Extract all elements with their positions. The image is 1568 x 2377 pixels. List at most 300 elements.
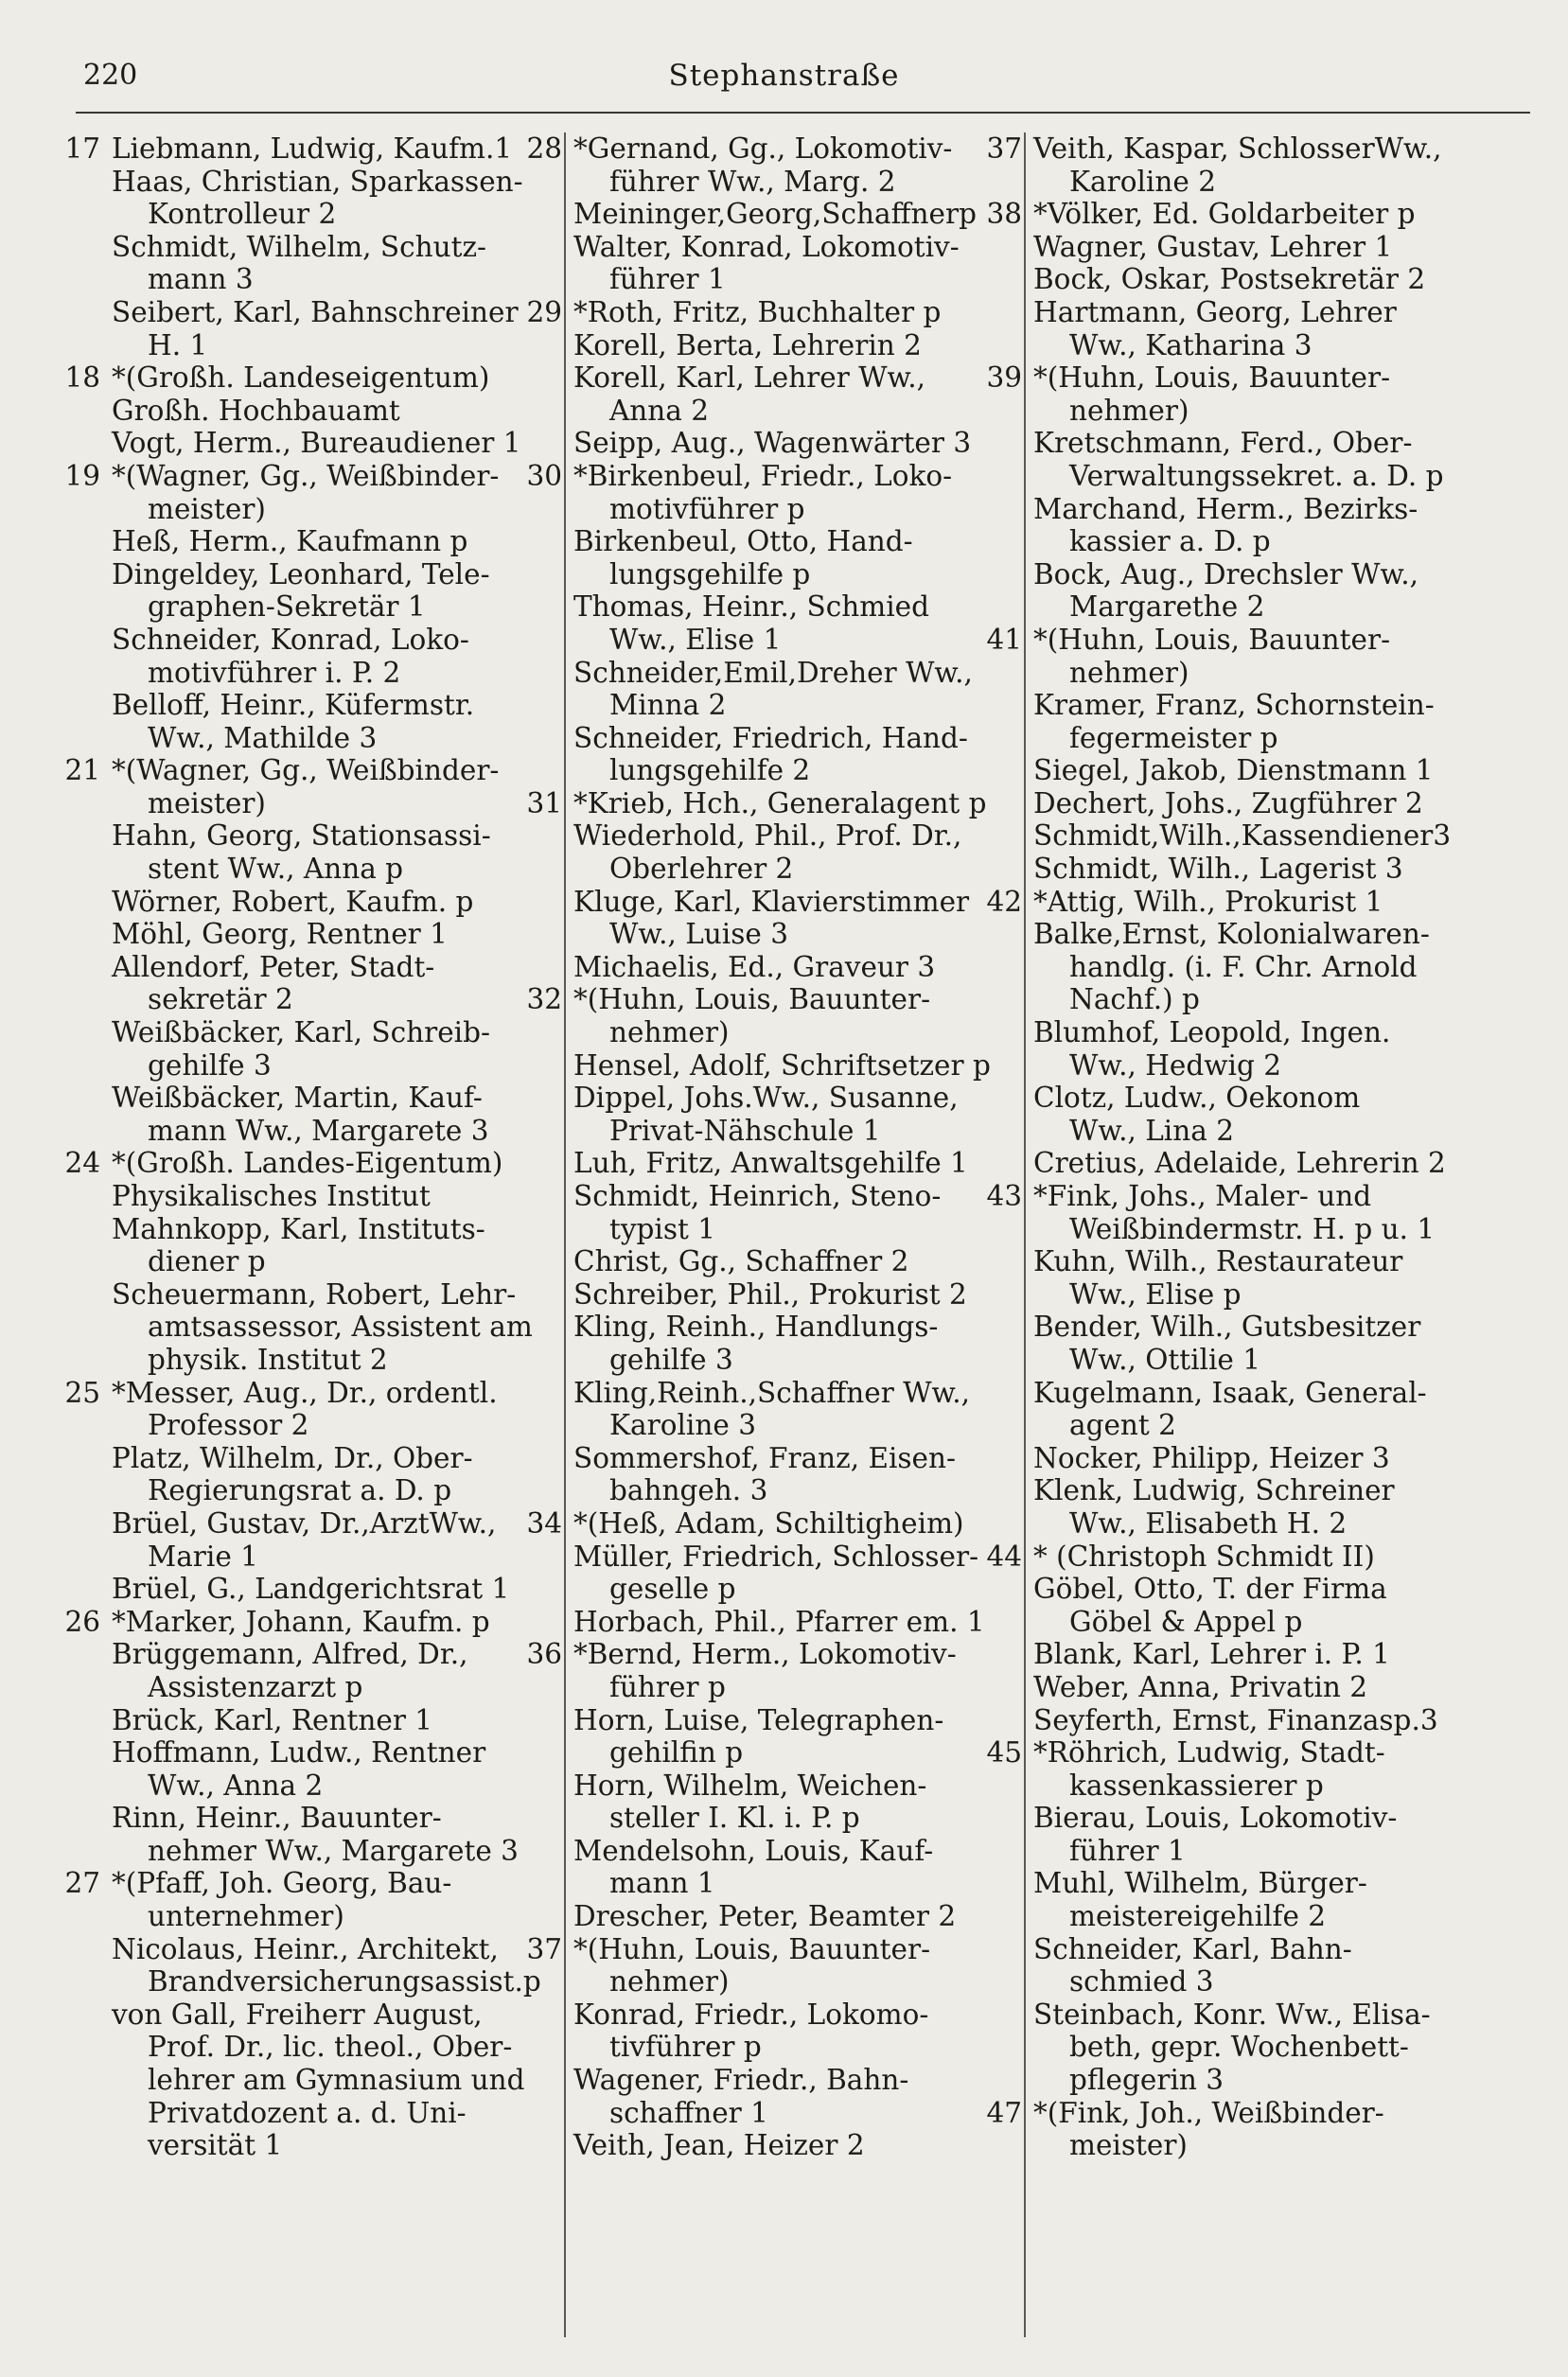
entry-text: Seyferth, Ernst, Finanzasp.3 (1033, 1703, 1438, 1736)
entry-text: nehmer Ww., Margarete 3 (148, 1834, 519, 1867)
entry-line (517, 1082, 1018, 1115)
entry-text: kassier a. D. p (1069, 525, 1271, 558)
entry-line (55, 1049, 556, 1083)
entry-text: lungsgehilfe 2 (609, 754, 811, 787)
entry-text: tivführer p (609, 2031, 762, 2064)
entry-text: diener p (148, 1245, 266, 1278)
entry-text: Kluge, Karl, Klavierstimmer (573, 885, 970, 918)
entry-text: Brandversicherungsassist.p (148, 1965, 541, 1998)
entry-text: Göbel & Appel p (1069, 1605, 1303, 1638)
entry-line (55, 590, 556, 624)
entry-line-house-number (977, 1180, 1544, 1213)
entry-line (55, 1474, 556, 1507)
entry-text: Ww., Hedwig 2 (1069, 1048, 1281, 1082)
entry-text: Horn, Luise, Telegraphen- (573, 1703, 944, 1736)
entry-line (517, 1867, 1018, 1900)
entry-line (977, 1671, 1544, 1704)
entry-text: Göbel, Otto, T. der Firma (1033, 1573, 1387, 1606)
entry-line (55, 198, 556, 231)
entry-text: *(Huhn, Louis, Bauunter- (573, 1932, 931, 1965)
entry-line (55, 1998, 556, 2032)
entry-line (55, 1835, 556, 1868)
entry-line (55, 1933, 556, 1966)
entry-line (517, 1606, 1018, 1639)
entry-text: Hahn, Georg, Stationsassi- (112, 819, 491, 853)
entry-line (55, 558, 556, 591)
entry-text: *(Huhn, Louis, Bauunter- (1033, 623, 1391, 656)
entry-line-house-number (517, 460, 1018, 493)
entry-line (517, 361, 1018, 395)
entry-line (55, 1965, 556, 1998)
entry-line (55, 983, 556, 1016)
entry-line (977, 2064, 1544, 2097)
entry-text: Schmidt,Wilh.,Kassendiener3 (1033, 819, 1452, 853)
entry-text: Steinbach, Konr. Ww., Elisa- (1033, 1998, 1431, 2031)
house-number: 37 (986, 132, 1022, 165)
entry-text: handlg. (i. F. Chr. Arnold (1069, 950, 1418, 983)
entry-line (55, 296, 556, 329)
entry-line-house-number (55, 460, 556, 493)
entry-line (517, 624, 1018, 657)
entry-line (517, 1115, 1018, 1148)
entry-text: Bender, Wilh., Gutsbesitzer (1033, 1311, 1421, 1344)
entry-line-house-number (55, 361, 556, 395)
entry-line (517, 689, 1018, 722)
entry-text: führer Ww., Marg. 2 (609, 165, 896, 198)
entry-line (55, 1442, 556, 1475)
entry-text: *(Pfaff, Joh. Georg, Bau- (112, 1867, 452, 1900)
entry-line (55, 951, 556, 984)
entry-line (517, 1770, 1018, 1803)
entry-line (977, 231, 1544, 264)
entry-text: Schneider, Karl, Bahn- (1033, 1932, 1352, 1965)
entry-line (55, 819, 556, 853)
entry-text: Vogt, Herm., Bureaudiener 1 (112, 427, 521, 460)
entry-line-house-number (55, 1377, 556, 1410)
entry-line-house-number (977, 1541, 1544, 1574)
entry-line-house-number (517, 1638, 1018, 1671)
entry-text: schaffner 1 (609, 2096, 768, 2129)
entry-text: Wagener, Friedr., Bahn- (573, 2064, 909, 2097)
house-number: 30 (526, 459, 562, 492)
entry-text: Weißbindermstr. H. p u. 1 (1069, 1212, 1436, 1245)
entry-line (977, 1147, 1544, 1180)
entry-line (977, 787, 1544, 820)
entry-line (517, 951, 1018, 984)
entry-line (517, 1573, 1018, 1606)
entry-text: *(Huhn, Louis, Bauunter- (1033, 361, 1391, 395)
header-rule (76, 112, 1530, 114)
entry-text: gehilfe 3 (609, 1343, 733, 1376)
entry-text: Luh, Fritz, Anwaltsgehilfe 1 (573, 1147, 968, 1180)
entry-line-house-number (55, 754, 556, 787)
entry-line (517, 1409, 1018, 1442)
entry-text: Assistenzarzt p (148, 1670, 363, 1703)
entry-text: Scheuermann, Robert, Lehr- (112, 1277, 517, 1311)
entry-text: führer 1 (1069, 1834, 1186, 1867)
entry-text: Schneider, Konrad, Loko- (112, 623, 469, 656)
entry-text: nehmer) (609, 1965, 730, 1998)
entry-text: Kugelmann, Isaak, General- (1033, 1376, 1427, 1409)
entry-text: Ww., Anna 2 (148, 1769, 324, 1802)
entry-text: Muhl, Wilhelm, Bürger- (1033, 1867, 1367, 1900)
entry-text: Kling, Reinh., Handlungs- (573, 1311, 939, 1344)
entry-text: Müller, Friedrich, Schlosser- (573, 1540, 979, 1573)
entry-line (55, 1638, 556, 1671)
entry-text: Belloff, Heinr., Küfermstr. (112, 689, 475, 722)
entry-line (517, 657, 1018, 690)
entry-line (977, 657, 1544, 690)
entry-line (55, 2129, 556, 2162)
entry-line (55, 1278, 556, 1312)
entry-line (55, 853, 556, 886)
entry-text: Schneider,Emil,Dreher Ww., (573, 656, 973, 689)
house-number: 27 (64, 1867, 100, 1900)
entry-line (55, 657, 556, 690)
entry-line (55, 525, 556, 558)
column-3 (977, 132, 1544, 2162)
entry-line (977, 1213, 1544, 1246)
entry-line (977, 329, 1544, 362)
entry-line (517, 198, 1018, 231)
entry-line (55, 395, 556, 428)
entry-line (55, 689, 556, 722)
entry-line (977, 1770, 1544, 1803)
entry-text: Clotz, Ludw., Oekonom (1033, 1082, 1361, 1115)
entry-text: *Röhrich, Ludwig, Stadt- (1033, 1736, 1385, 1770)
entry-line (55, 1736, 556, 1770)
running-title: Stephanstraße (668, 59, 900, 93)
column-2 (517, 132, 1018, 2162)
entry-text: *Birkenbeul, Friedr., Loko- (573, 459, 953, 492)
entry-line (517, 1900, 1018, 1933)
entry-line-house-number (55, 1147, 556, 1180)
entry-text: Dechert, Johs., Zugführer 2 (1033, 786, 1423, 819)
entry-line (517, 1998, 1018, 2032)
entry-line (55, 624, 556, 657)
entry-line (977, 1933, 1544, 1966)
entry-text: Mendelsohn, Louis, Kauf- (573, 1834, 934, 1867)
entry-line (977, 1377, 1544, 1410)
entry-text: nehmer) (609, 1016, 730, 1049)
entry-line (55, 329, 556, 362)
entry-text: Weber, Anna, Privatin 2 (1033, 1670, 1368, 1703)
house-number: 29 (526, 295, 562, 328)
entry-text: Thomas, Heinr., Schmied (573, 590, 929, 624)
house-number: 19 (64, 459, 100, 492)
entry-text: Sommershof, Franz, Eisen- (573, 1441, 956, 1474)
entry-line (977, 1835, 1544, 1868)
entry-text: Nocker, Philipp, Heizer 3 (1033, 1441, 1390, 1474)
entry-text: meister) (148, 786, 266, 819)
entry-text: Wagner, Gustav, Lehrer 1 (1033, 230, 1393, 263)
entry-text: Hensel, Adolf, Schriftsetzer p (573, 1048, 991, 1082)
entry-line (977, 1409, 1544, 1442)
entry-line (517, 1736, 1018, 1770)
house-number: 45 (986, 1736, 1022, 1770)
entry-line (517, 1377, 1018, 1410)
entry-text: Kramer, Franz, Schornstein- (1033, 689, 1435, 722)
entry-text: führer 1 (609, 263, 726, 296)
entry-line (977, 1344, 1544, 1377)
entry-line (517, 2129, 1018, 2162)
entry-line (517, 1049, 1018, 1083)
entry-text: Birkenbeul, Otto, Hand- (573, 525, 913, 558)
house-number: 37 (526, 1932, 562, 1965)
entry-line (517, 231, 1018, 264)
entry-text: Kretschmann, Ferd., Ober- (1033, 427, 1413, 460)
entry-line (55, 722, 556, 755)
entry-line (517, 1802, 1018, 1835)
entry-line (517, 1442, 1018, 1475)
entry-text: Ww., Ottilie 1 (1069, 1343, 1261, 1376)
entry-text: gehilfin p (609, 1736, 744, 1770)
entry-line (55, 886, 556, 919)
entry-text: Rinn, Heinr., Bauunter- (112, 1802, 442, 1835)
entry-line (517, 1311, 1018, 1344)
entry-line (977, 1638, 1544, 1671)
entry-text: Nicolaus, Heinr., Architekt, (112, 1932, 499, 1965)
entry-line (977, 427, 1544, 460)
entry-text: *Völker, Ed. Goldarbeiter p (1033, 198, 1416, 231)
entry-text: meistereigehilfe 2 (1069, 1900, 1327, 1933)
entry-text: *Krieb, Hch., Generalagent p (573, 786, 987, 819)
entry-line (517, 1213, 1018, 1246)
entry-text: Brüel, G., Landgerichtsrat 1 (112, 1573, 510, 1606)
entry-text: Bock, Oskar, Postsekretär 2 (1033, 263, 1426, 296)
entry-line (55, 1409, 556, 1442)
entry-line (517, 263, 1018, 296)
entry-line (517, 1541, 1018, 1574)
entry-line-house-number (55, 132, 556, 166)
entry-text: Hoffmann, Ludw., Rentner (112, 1736, 486, 1770)
entry-text: Privatdozent a. d. Uni- (148, 2096, 467, 2129)
entry-text: beth, gepr. Wochenbett- (1069, 2031, 1409, 2064)
entry-text: versität 1 (148, 2129, 283, 2162)
entry-line-house-number (977, 886, 1544, 919)
entry-text: Privat-Nähschule 1 (609, 1114, 881, 1147)
entry-line (977, 1474, 1544, 1507)
house-number: 34 (526, 1506, 562, 1540)
entry-text: Möhl, Georg, Rentner 1 (112, 918, 448, 951)
entry-line (977, 2129, 1544, 2162)
house-number: 18 (64, 361, 100, 395)
entry-text: schmied 3 (1069, 1965, 1214, 1998)
entry-text: Karoline 2 (1069, 165, 1216, 198)
entry-line (977, 1965, 1544, 1998)
entry-line (517, 1016, 1018, 1049)
entry-text: *(Huhn, Louis, Bauunter- (573, 983, 931, 1016)
entry-text: pflegerin 3 (1069, 2064, 1224, 2097)
entry-line (55, 2097, 556, 2130)
entry-text: *Fink, Johs., Maler- und (1033, 1180, 1372, 1212)
entry-line (517, 1278, 1018, 1312)
entry-text: Brüggemann, Alfred, Dr., (112, 1638, 468, 1671)
entry-text: Christ, Gg., Schaffner 2 (573, 1245, 909, 1278)
entry-text: Ww., Katharina 3 (1069, 328, 1313, 361)
entry-text: Dingeldey, Leonhard, Tele- (112, 557, 490, 590)
house-number: 24 (64, 1147, 100, 1180)
entry-line (55, 231, 556, 264)
entry-line (55, 166, 556, 199)
entry-line (977, 1115, 1544, 1148)
entry-text: Ww., Elise 1 (609, 623, 782, 656)
entry-text: Horn, Wilhelm, Weichen- (573, 1769, 927, 1802)
entry-line-house-number (55, 1867, 556, 1900)
entry-text: Liebmann, Ludwig, Kaufm.1 (112, 132, 513, 165)
entry-line (55, 1180, 556, 1213)
entry-line (977, 263, 1544, 296)
entry-text: *Messer, Aug., Dr., ordentl. (112, 1376, 498, 1409)
entry-text: typist 1 (609, 1212, 715, 1245)
entry-text: Verwaltungssekret. a. D. p (1069, 459, 1444, 492)
entry-line (977, 819, 1544, 853)
house-number: 44 (986, 1540, 1022, 1573)
entry-text: meister) (148, 492, 266, 525)
house-number: 32 (526, 983, 562, 1016)
entry-text: Minna 2 (609, 689, 727, 722)
entry-text: Michaelis, Ed., Graveur 3 (573, 950, 936, 983)
entry-text: *(Großh. Landes-Eigentum) (112, 1147, 503, 1180)
entry-text: Dippel, Johs.Ww., Susanne, (573, 1082, 959, 1115)
entry-line (977, 1245, 1544, 1278)
entry-line (517, 1245, 1018, 1278)
entry-text: mann 3 (148, 263, 254, 296)
entry-text: Bierau, Louis, Lokomotiv- (1033, 1802, 1398, 1835)
entry-text: Professor 2 (148, 1409, 309, 1442)
entry-line (977, 1311, 1544, 1344)
entry-line (55, 787, 556, 820)
house-number: 38 (986, 198, 1022, 231)
house-number: 25 (64, 1376, 100, 1409)
house-number: 31 (526, 786, 562, 819)
entry-text: Schmidt, Wilhelm, Schutz- (112, 230, 487, 263)
entry-text: Kling,Reinh.,Schaffner Ww., (573, 1376, 971, 1409)
column-1 (55, 132, 556, 2162)
entry-text: lehrer am Gymnasium und (148, 2064, 525, 2097)
entry-text: Wiederhold, Phil., Prof. Dr., (573, 819, 962, 853)
entry-text: Ww., Mathilde 3 (148, 721, 378, 754)
entry-text: Schmidt, Heinrich, Steno- (573, 1180, 942, 1212)
entry-line (55, 1213, 556, 1246)
entry-line (55, 1541, 556, 1574)
entry-line-house-number (517, 787, 1018, 820)
entry-line (977, 853, 1544, 886)
entry-line (977, 1049, 1544, 1083)
entry-text: sekretär 2 (148, 983, 293, 1016)
entry-line (977, 722, 1544, 755)
entry-line (55, 918, 556, 951)
entry-text: *(Großh. Landeseigentum) (112, 361, 490, 395)
entry-text: kassenkassierer p (1069, 1769, 1324, 1802)
entry-line (55, 1082, 556, 1115)
entry-text: Weißbäcker, Martin, Kauf- (112, 1082, 483, 1115)
entry-text: Klenk, Ludwig, Schreiner (1033, 1474, 1395, 1507)
entry-text: Heß, Herm., Kaufmann p (112, 525, 468, 558)
entry-line (977, 918, 1544, 951)
entry-line (977, 1606, 1544, 1639)
entry-line (517, 558, 1018, 591)
house-number: 17 (64, 132, 100, 165)
entry-line (55, 2064, 556, 2097)
entry-line (977, 1998, 1544, 2032)
entry-line-house-number (977, 361, 1544, 395)
entry-line (977, 1082, 1544, 1115)
entry-line (55, 1115, 556, 1148)
entry-text: Korell, Berta, Lehrerin 2 (573, 328, 922, 361)
house-number: 39 (986, 361, 1022, 395)
entry-text: motivführer p (609, 492, 805, 525)
entry-text: Meininger,Georg,Schaffnerp (573, 198, 977, 231)
entry-text: * (Christoph Schmidt II) (1033, 1540, 1375, 1573)
entry-text: Drescher, Peter, Beamter 2 (573, 1900, 957, 1933)
entry-line (517, 1344, 1018, 1377)
entry-line (977, 460, 1544, 493)
entry-text: Blank, Karl, Lehrer i. P. 1 (1033, 1638, 1390, 1671)
entry-line (517, 1965, 1018, 1998)
entry-text: Veith, Jean, Heizer 2 (573, 2129, 865, 2162)
entry-text: Cretius, Adelaide, Lehrerin 2 (1033, 1147, 1446, 1180)
entry-text: Siegel, Jakob, Dienstmann 1 (1033, 754, 1434, 787)
entry-line-house-number (977, 624, 1544, 657)
entry-line-house-number (977, 132, 1544, 166)
entry-text: mann Ww., Margarete 3 (148, 1114, 489, 1147)
entry-text: Kontrolleur 2 (148, 198, 337, 231)
entry-text: *(Heß, Adam, Schiltigheim) (573, 1506, 964, 1540)
entry-text: bahngeh. 3 (609, 1474, 768, 1507)
entry-text: Margarethe 2 (1069, 590, 1265, 624)
entry-text: *Attig, Wilh., Prokurist 1 (1033, 885, 1383, 918)
entry-line (55, 1311, 556, 1344)
entry-text: Mahnkopp, Karl, Instituts- (112, 1212, 485, 1245)
entry-text: stent Ww., Anna p (148, 853, 404, 886)
entry-line (55, 1344, 556, 1377)
entry-text: Horbach, Phil., Pfarrer em. 1 (573, 1605, 985, 1638)
entry-line (517, 1180, 1018, 1213)
entry-text: Marchand, Herm., Bezirks- (1033, 492, 1418, 525)
entry-line (977, 1442, 1544, 1475)
entry-line (517, 853, 1018, 886)
entry-line (55, 1704, 556, 1737)
entry-line (55, 1573, 556, 1606)
entry-line (55, 1802, 556, 1835)
entry-text: *(Fink, Joh., Weißbinder- (1033, 2096, 1384, 2129)
entry-line-house-number (517, 1507, 1018, 1541)
entry-text: agent 2 (1069, 1409, 1176, 1442)
entry-text: mann 1 (609, 1867, 715, 1900)
entry-text: Blumhof, Leopold, Ingen. (1033, 1016, 1391, 1049)
house-number: 28 (526, 132, 562, 165)
entry-line (977, 1900, 1544, 1933)
entry-text: Anna 2 (609, 394, 710, 427)
entry-text: Brück, Karl, Rentner 1 (112, 1703, 433, 1736)
entry-text: *Gernand, Gg., Lokomotiv- (573, 132, 953, 165)
entry-text: Großh. Hochbauamt (112, 394, 400, 427)
entry-text: Nachf.) p (1069, 983, 1200, 1016)
entry-line (517, 590, 1018, 624)
entry-line (517, 166, 1018, 199)
entry-line (977, 1507, 1544, 1541)
entry-text: *Roth, Fritz, Buchhalter p (573, 295, 942, 328)
entry-line (55, 1245, 556, 1278)
entry-line (517, 722, 1018, 755)
entry-text: *Bernd, Herm., Lokomotiv- (573, 1638, 957, 1671)
entry-text: H. 1 (148, 328, 208, 361)
entry-line (517, 493, 1018, 526)
entry-line (517, 525, 1018, 558)
entry-line (977, 983, 1544, 1016)
entry-text: nehmer) (1069, 394, 1189, 427)
